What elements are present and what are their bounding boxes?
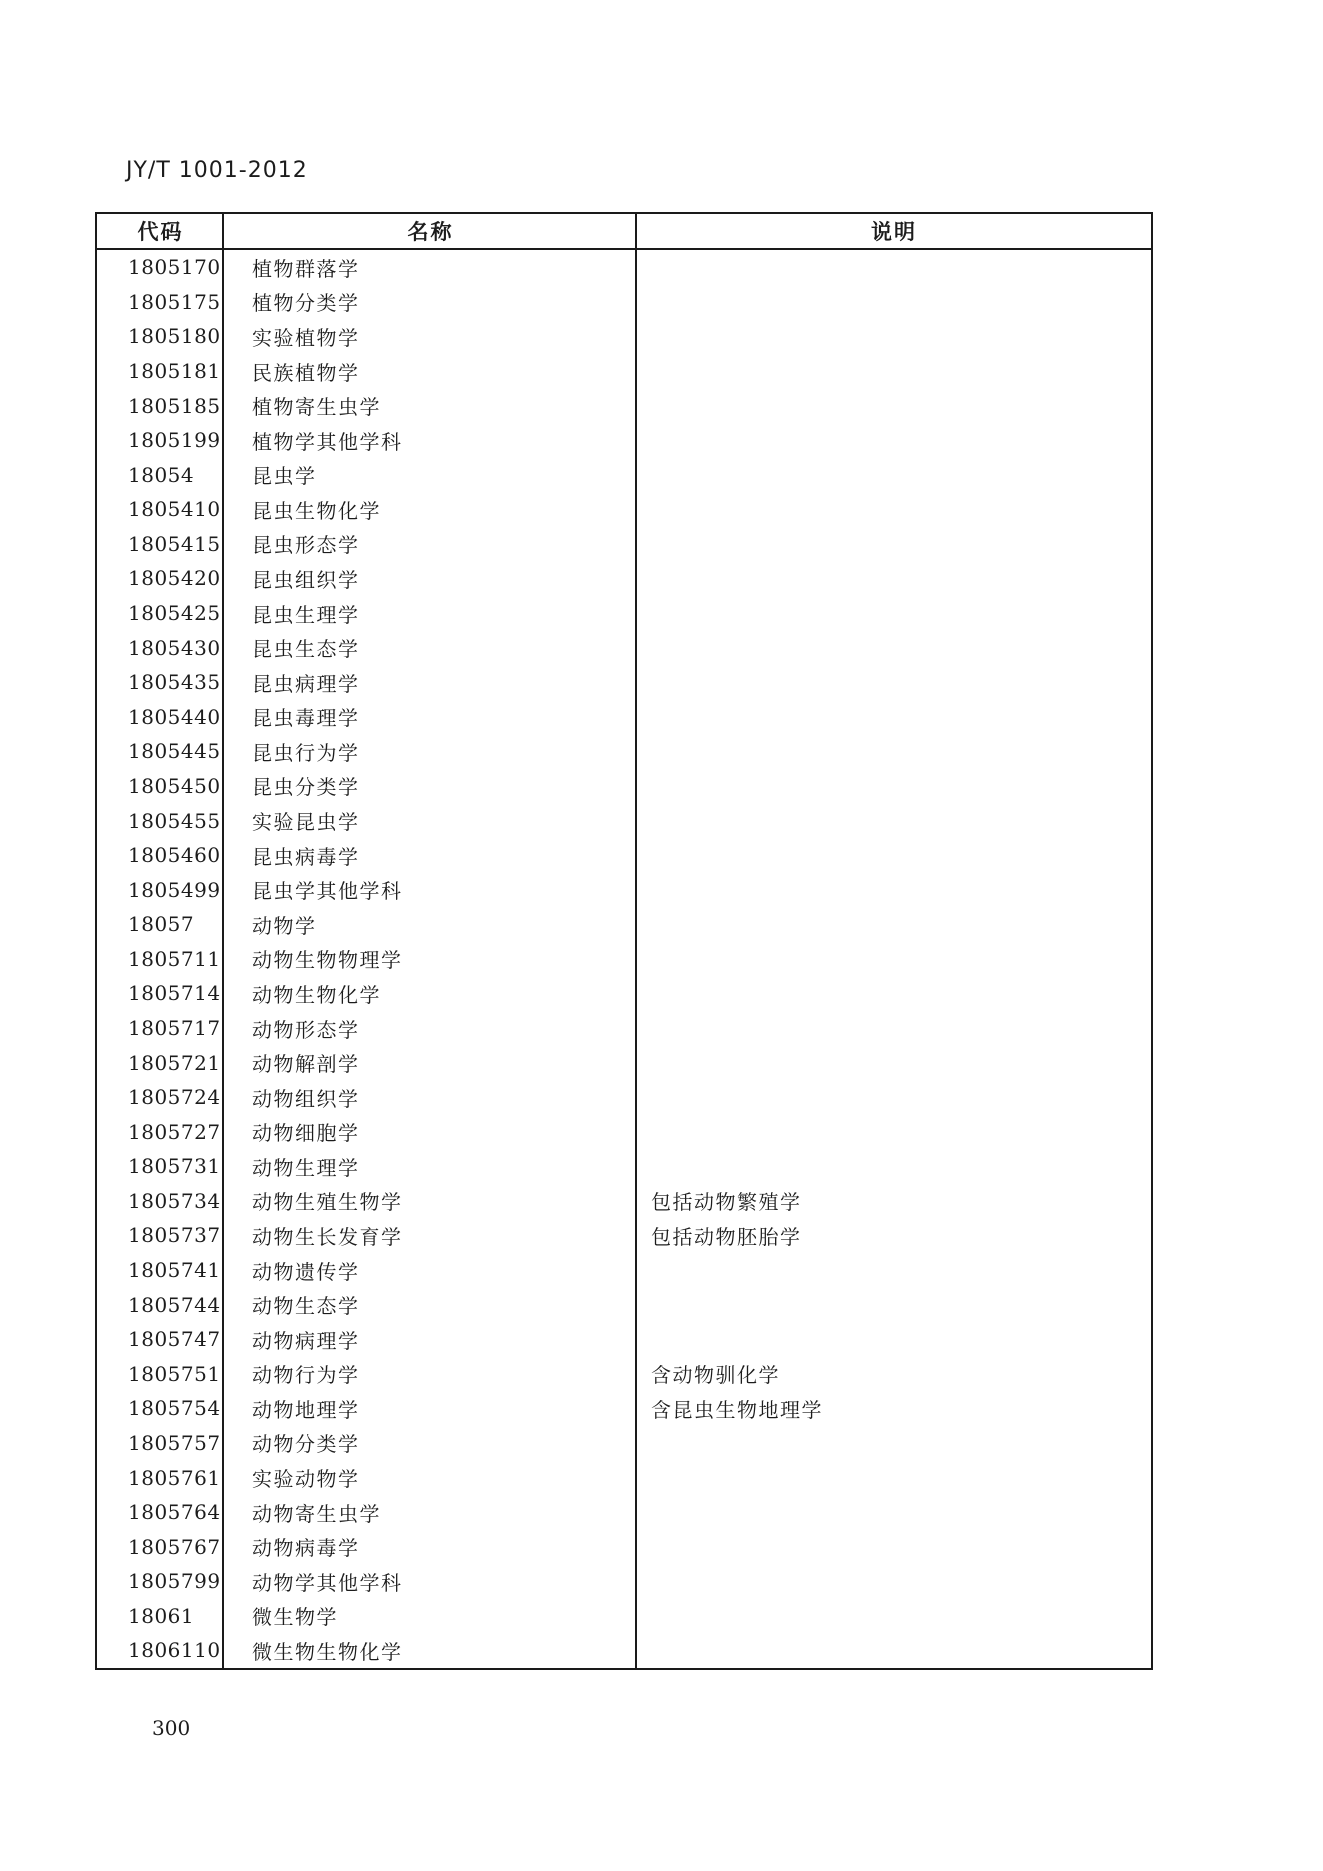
table-row xyxy=(97,492,1151,527)
name-cell: 动物病毒学 xyxy=(252,1536,360,1561)
table-row xyxy=(97,423,1151,458)
code-cell: 1805724 xyxy=(128,1085,221,1110)
table-header-row xyxy=(97,214,1151,250)
name-cell: 动物生物化学 xyxy=(252,982,381,1007)
name-cell: 昆虫分类学 xyxy=(252,775,360,800)
name-cell: 动物组织学 xyxy=(252,1086,360,1111)
name-cell: 昆虫组织学 xyxy=(252,567,360,592)
column-divider-2 xyxy=(635,214,637,1668)
name-cell: 动物学其他学科 xyxy=(252,1570,403,1595)
table-body xyxy=(97,250,1151,1668)
page-number: 300 xyxy=(152,1716,191,1740)
code-cell: 1805751 xyxy=(128,1361,221,1386)
table-row xyxy=(97,665,1151,700)
name-cell: 昆虫行为学 xyxy=(252,740,360,765)
code-cell: 1805460 xyxy=(128,843,221,868)
table-row xyxy=(97,457,1151,492)
table-row xyxy=(97,700,1151,735)
code-cell: 1805420 xyxy=(128,566,221,591)
code-cell: 1805757 xyxy=(128,1430,221,1455)
name-cell: 动物地理学 xyxy=(252,1397,360,1422)
name-cell: 动物分类学 xyxy=(252,1432,360,1457)
table-row xyxy=(97,1633,1151,1668)
name-cell: 动物生态学 xyxy=(252,1294,360,1319)
code-cell: 1805455 xyxy=(128,808,221,833)
table-row xyxy=(97,354,1151,389)
table-row xyxy=(97,285,1151,320)
classification-table xyxy=(95,212,1153,1670)
code-cell: 1805761 xyxy=(128,1465,221,1490)
name-cell: 动物形态学 xyxy=(252,1017,360,1042)
name-cell: 微生物学 xyxy=(252,1605,338,1630)
code-cell: 1805711 xyxy=(128,946,221,971)
code-cell: 1805747 xyxy=(128,1327,221,1352)
table-row xyxy=(97,1149,1151,1184)
table-row xyxy=(97,1564,1151,1599)
code-cell: 1805754 xyxy=(128,1396,221,1421)
name-cell: 植物学其他学科 xyxy=(252,429,403,454)
column-header-note: 说明 xyxy=(871,220,917,244)
code-cell: 1805180 xyxy=(128,324,221,349)
name-cell: 实验昆虫学 xyxy=(252,810,360,835)
name-cell: 昆虫学其他学科 xyxy=(252,879,403,904)
table-row xyxy=(97,1184,1151,1219)
code-cell: 1805450 xyxy=(128,773,221,798)
code-cell: 1805175 xyxy=(128,289,221,314)
code-cell: 1805727 xyxy=(128,1119,221,1144)
table-row xyxy=(97,319,1151,354)
table-row xyxy=(97,561,1151,596)
name-cell: 植物分类学 xyxy=(252,291,360,316)
table-row xyxy=(97,838,1151,873)
code-cell: 1805185 xyxy=(128,393,221,418)
name-cell: 昆虫形态学 xyxy=(252,533,360,558)
code-cell: 1805744 xyxy=(128,1292,221,1317)
name-cell: 动物解剖学 xyxy=(252,1052,360,1077)
code-cell: 1805440 xyxy=(128,704,221,729)
name-cell: 微生物生物化学 xyxy=(252,1639,403,1664)
name-cell: 昆虫病理学 xyxy=(252,671,360,696)
code-cell: 1805181 xyxy=(128,359,221,384)
table-row xyxy=(97,1114,1151,1149)
code-cell: 1805717 xyxy=(128,1016,221,1040)
table-row xyxy=(97,596,1151,631)
table-row xyxy=(97,1322,1151,1357)
table-row xyxy=(97,250,1151,285)
code-cell: 1805734 xyxy=(128,1188,221,1213)
table-row xyxy=(97,976,1151,1011)
note-cell: 包括动物胚胎学 xyxy=(651,1224,802,1249)
code-cell: 1805430 xyxy=(128,635,221,660)
name-cell: 实验植物学 xyxy=(252,325,360,350)
table-row xyxy=(97,907,1151,942)
code-cell: 1805767 xyxy=(128,1534,221,1559)
table-row xyxy=(97,1253,1151,1288)
name-cell: 民族植物学 xyxy=(252,360,360,385)
table-row xyxy=(97,1529,1151,1564)
code-cell: 1805425 xyxy=(128,601,221,626)
name-cell: 动物遗传学 xyxy=(252,1259,360,1284)
table-row xyxy=(97,872,1151,907)
name-cell: 昆虫病毒学 xyxy=(252,844,360,869)
code-cell: 1805737 xyxy=(128,1223,221,1248)
note-cell: 含动物驯化学 xyxy=(651,1363,780,1388)
note-cell: 含昆虫生物地理学 xyxy=(651,1397,823,1422)
code-cell: 1805410 xyxy=(128,497,221,522)
table-row xyxy=(97,1218,1151,1253)
name-cell: 植物寄生虫学 xyxy=(252,395,381,420)
note-cell: 包括动物繁殖学 xyxy=(651,1190,802,1215)
table-row xyxy=(97,527,1151,562)
table-row xyxy=(97,1495,1151,1530)
table-row xyxy=(97,1045,1151,1080)
name-cell: 植物群落学 xyxy=(252,256,360,281)
table-row xyxy=(97,1426,1151,1461)
column-divider-1 xyxy=(222,214,224,1668)
code-cell: 1805499 xyxy=(128,877,221,902)
name-cell: 动物生长发育学 xyxy=(252,1224,403,1249)
table-row xyxy=(97,388,1151,423)
table-row xyxy=(97,1357,1151,1392)
standard-number-heading: JY/T 1001-2012 xyxy=(126,158,308,183)
table-row xyxy=(97,1080,1151,1115)
code-cell: 18057 xyxy=(128,912,195,937)
name-cell: 动物寄生虫学 xyxy=(252,1501,381,1526)
column-header-name: 名称 xyxy=(407,220,454,244)
name-cell: 昆虫生物化学 xyxy=(252,498,381,523)
code-cell: 1805721 xyxy=(128,1050,221,1075)
name-cell: 动物细胞学 xyxy=(252,1121,360,1146)
code-cell: 18054 xyxy=(128,462,195,487)
name-cell: 动物病理学 xyxy=(252,1328,360,1353)
code-cell: 1805764 xyxy=(128,1500,221,1525)
code-cell: 1805741 xyxy=(128,1258,221,1283)
code-cell: 1805199 xyxy=(128,428,221,453)
code-cell: 1805170 xyxy=(128,255,221,280)
table-row xyxy=(97,1599,1151,1634)
table-row xyxy=(97,1391,1151,1426)
name-cell: 动物行为学 xyxy=(252,1363,360,1388)
code-cell: 18061 xyxy=(128,1603,195,1628)
name-cell: 昆虫毒理学 xyxy=(252,706,360,731)
table-row xyxy=(97,1011,1151,1046)
name-cell: 动物生物物理学 xyxy=(252,948,403,973)
table-row xyxy=(97,942,1151,977)
code-cell: 1805714 xyxy=(128,981,221,1006)
code-cell: 1805435 xyxy=(128,670,221,695)
code-cell: 1805731 xyxy=(128,1154,221,1179)
name-cell: 动物生殖生物学 xyxy=(252,1190,403,1215)
name-cell: 动物生理学 xyxy=(252,1155,360,1180)
table-row xyxy=(97,630,1151,665)
column-header-code: 代码 xyxy=(137,220,184,244)
code-cell: 1805799 xyxy=(128,1569,221,1594)
table-row xyxy=(97,769,1151,804)
code-cell: 1805445 xyxy=(128,739,221,764)
name-cell: 动物学 xyxy=(252,913,317,938)
code-cell: 1806110 xyxy=(128,1638,221,1663)
table-row xyxy=(97,734,1151,769)
name-cell: 昆虫生态学 xyxy=(252,637,360,662)
name-cell: 昆虫生理学 xyxy=(252,602,360,627)
table-row xyxy=(97,803,1151,838)
code-cell: 1805415 xyxy=(128,531,221,556)
name-cell: 实验动物学 xyxy=(252,1467,360,1492)
table-row xyxy=(97,1287,1151,1322)
name-cell: 昆虫学 xyxy=(252,464,317,489)
table-row xyxy=(97,1460,1151,1495)
